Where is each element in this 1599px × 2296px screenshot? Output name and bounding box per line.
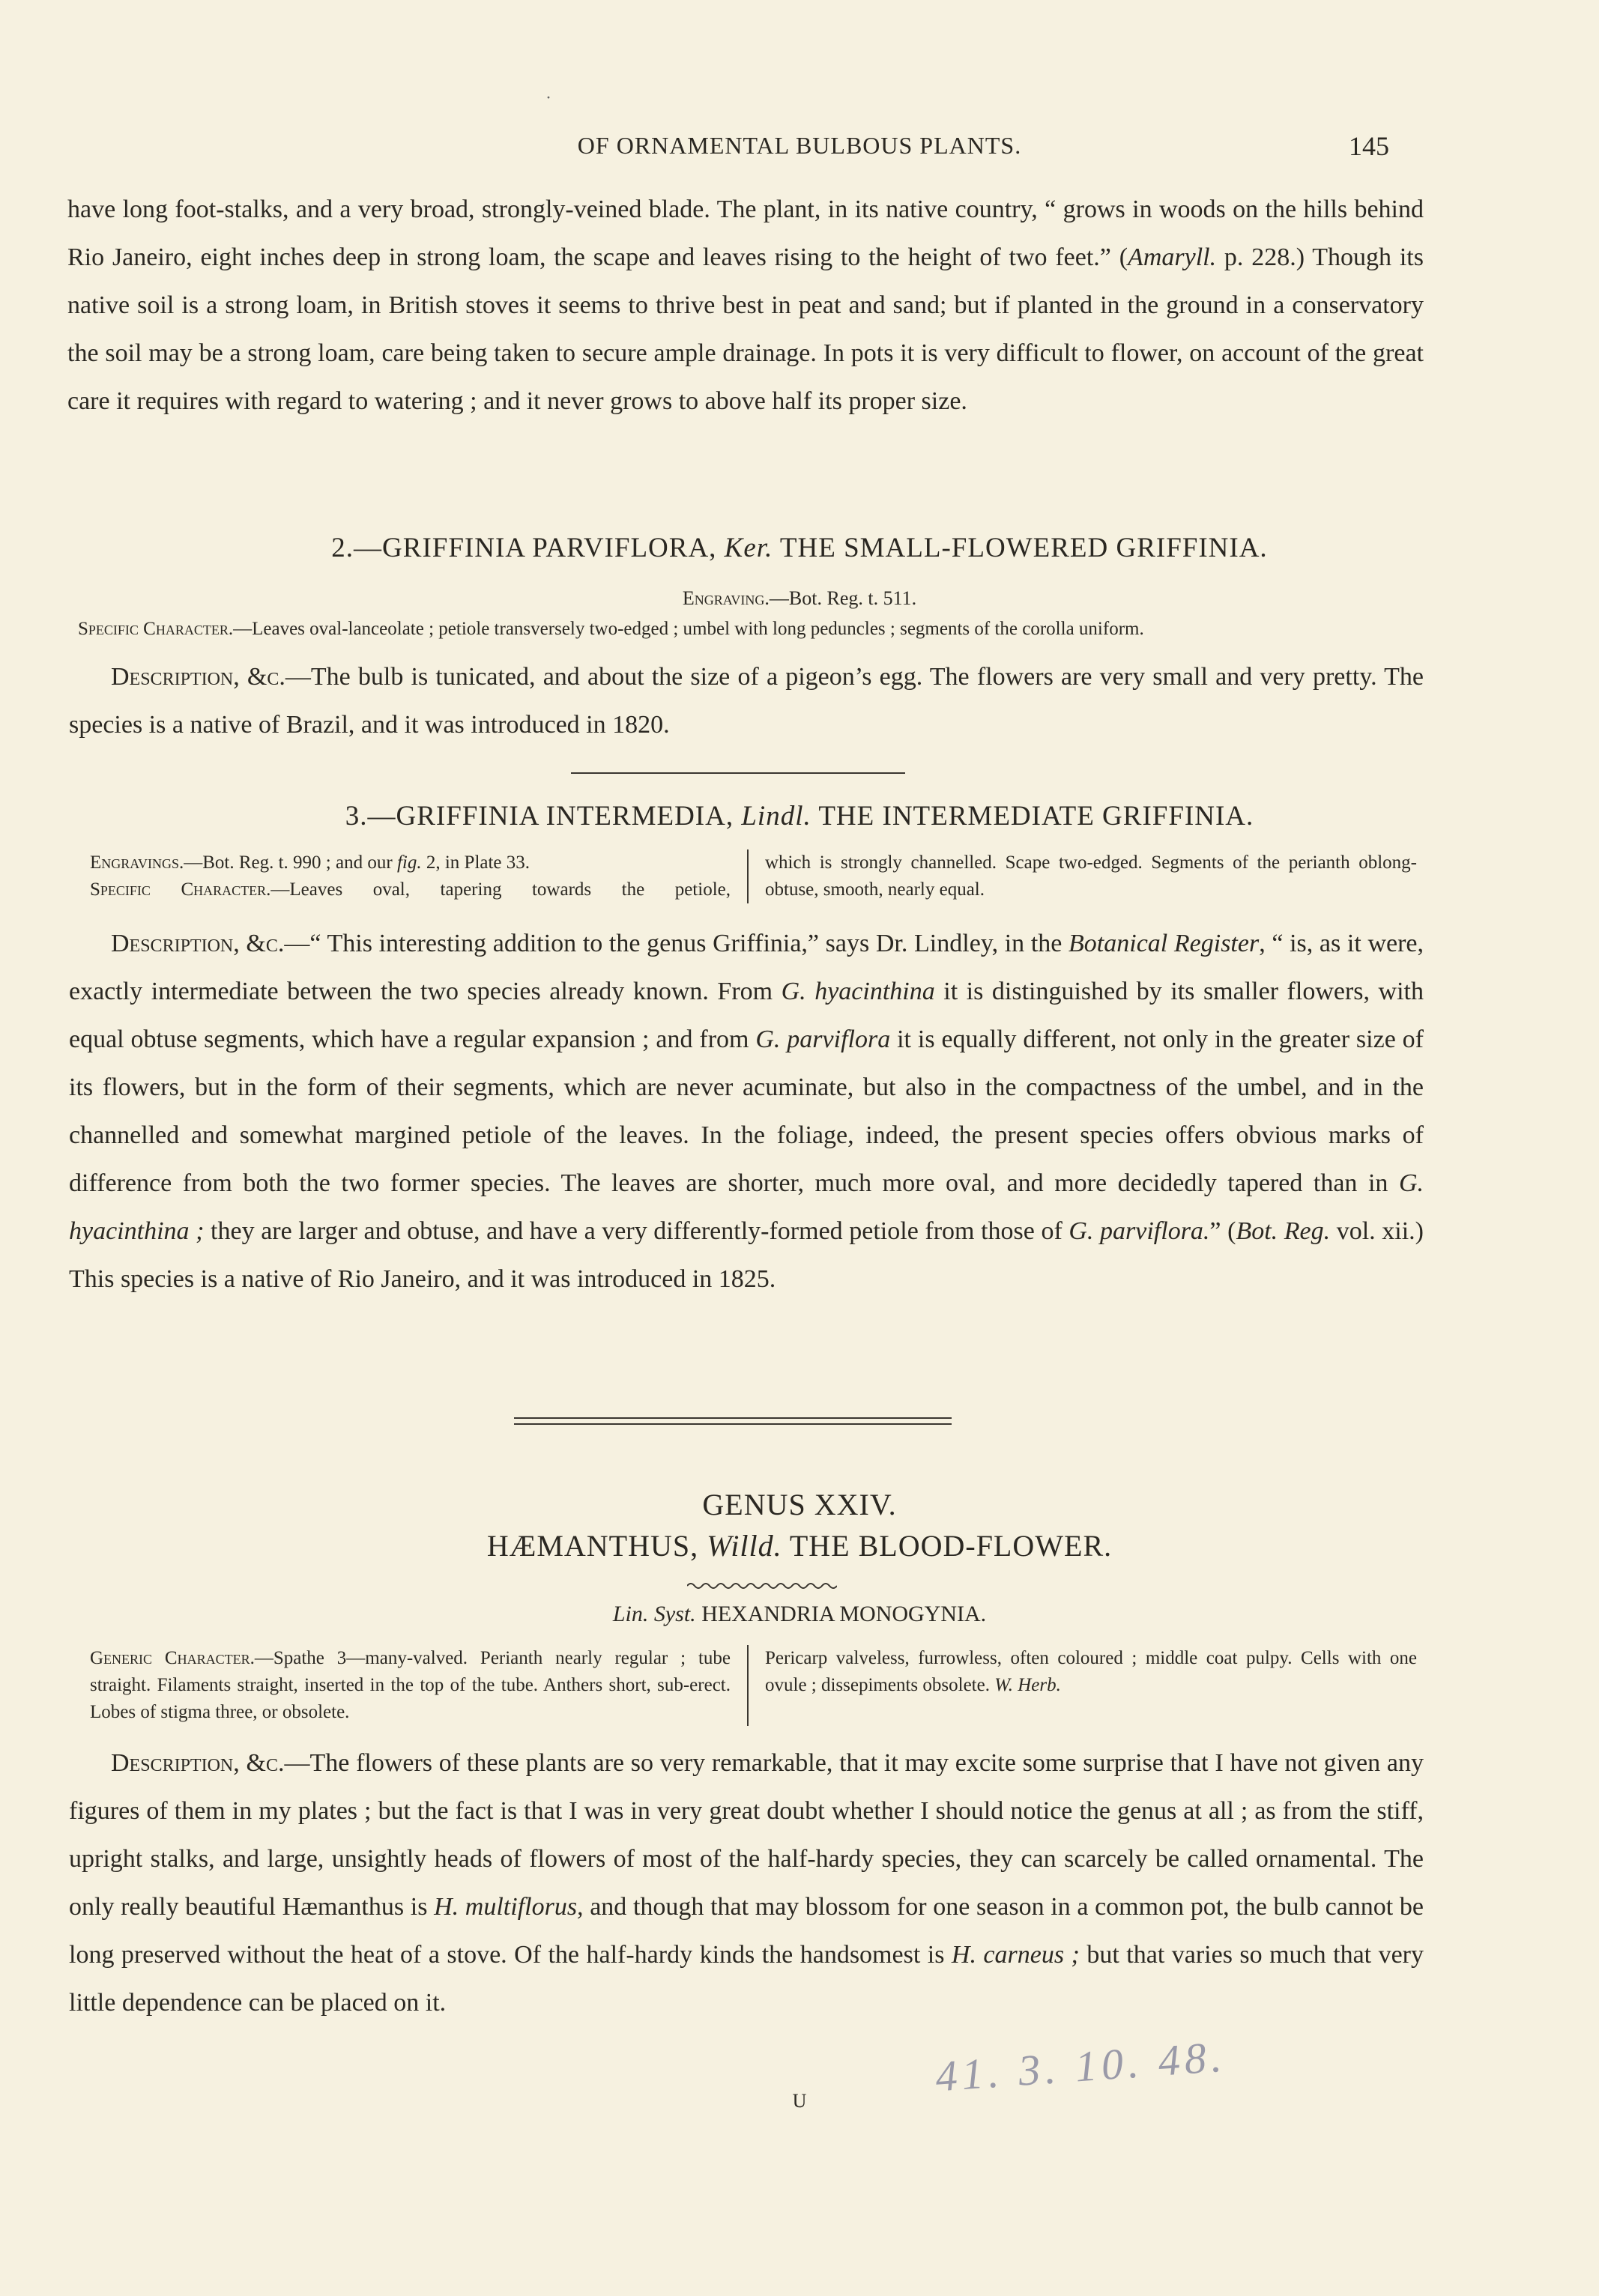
section2-description: Description, &c.—The bulb is tunicated, and about the size of a pigeon’s egg. The flowers are very small and very pretty. The species is a native of Brazil, and it was introduced in 1820. (69, 663, 1424, 739)
section2-engraving: Engraving.—Bot. Reg. t. 511. (682, 587, 917, 609)
handwritten-annotation: 41. 3. 10. 48. (934, 2032, 1228, 2101)
intro-paragraph: have long foot-stalks, and a very broad, strongly-veined blade. The plant, in its native country, “ grows in woods on the hills behind Rio Janeiro, eight inches deep in strong loam, the scape and leaves rising to the height of two feet.” (Amaryll. p. 228.) Though its native soil is a strong loam, in British stoves it seems to thrive best in peat and sand; but if planted in the ground in a conservatory the soil may be a strong loam, care being taken to secure ample drainage. In pots it is very difficult to flower, on account of the great care it requires with regard to watering ; and it never grows to above half its proper size. (67, 196, 1424, 415)
generic-character (90, 1645, 1424, 1726)
ornamental-wavy-rule (687, 1581, 837, 1591)
page-number: 145 (1349, 131, 1389, 161)
running-title: OF ORNAMENTAL BULBOUS PLANTS. (577, 132, 1022, 159)
section3-characters-right: which is strongly channelled. Scape two-edged. Segments of the perianth oblong-obtuse, smooth, nearly equal. (765, 852, 1417, 900)
section3-description: Description, &c.—“ This interesting addition to the genus Griffinia,” says Dr. Lindley, in the Botanical Register, “ is, as it were, exactly intermediate between the two species already known. From G. hyacinthina it is distinguished by its smaller flowers, with equal obtuse segments, which have a regular expansion ; and from G. parviflora it is equally different, not only in the greater size of its flowers, but in the form of their segments, which are never acuminate, but also in the compactness of the umbel, and in the channelled and somewhat margined petiole of the leaves. In the foliage, indeed, the present species offers obvious marks of difference from both the two former species. The leaves are shorter, much more oval, and more decidedly tapered than in G. hyacinthina ; they are larger and obtuse, and have a very differently-formed petiole from those of G. parviflora.” (Bot. Reg. vol. xii.) This species is a native of Rio Janeiro, and it was introduced in 1825. (69, 930, 1424, 1293)
section2-specific-character: Specific Character.—Leaves oval-lanceolate ; petiole transversely two-edged ; umbel with long peduncles ; segments of the corolla uniform. (78, 619, 1144, 639)
generic-character-left: Generic Character.—Spathe 3—many-valved. Perianth nearly regular ; tube straight. Filaments straight, inserted in the top of the tube. Anthers short, sub-erect. Lobes of stigma three, or obsolete. (90, 1645, 749, 1726)
linnean-system: Lin. Syst. HEXANDRIA MONOGYNIA. (612, 1602, 987, 1626)
section3-characters-left (90, 849, 749, 903)
section-divider (571, 772, 905, 774)
generic-character-right: Pericarp valveless, furrowless, often coloured ; middle coat pulpy. Cells with one ovule ; dissepiments obsolete. W. Herb. (765, 1648, 1417, 1695)
section3-specific-character: Specific Character.—Leaves oval, tapering towards the petiole, (90, 879, 731, 900)
genus-number: GENUS XXIV. (702, 1488, 897, 1521)
signature-mark: U (792, 2090, 807, 2112)
section3-engravings: Engravings.—Bot. Reg. t. 990 ; and our fig. 2, in Plate 33. (90, 852, 531, 873)
genus-description: Description, &c.—The flowers of these plants are so very remarkable, that it may excite some surprise that I have not given any figures of them in my plates ; but the fact is that I was in very great doubt whether I should notice the genus at all ; as from the stiff, upright stalks, and large, unsightly heads of flowers of most of the half-hardy species, they can scarcely be called ornamental. The only really beautiful Hæmanthus is H. multiflorus, and though that may blossom for one season in a common pot, the bulb cannot be long preserved without the heat of a stove. Of the half-hardy kinds the handsomest is H. carneus ; but that varies so much that very little dependence can be placed on it. (69, 1749, 1424, 2017)
section3-characters (90, 849, 1424, 903)
genus-heading: HÆMANTHUS, Willd. THE BLOOD-FLOWER. (486, 1529, 1113, 1563)
section3-heading: 3.—GRIFFINIA INTERMEDIA, Lindl. THE INTERMEDIATE GRIFFINIA. (345, 801, 1254, 832)
section-double-rule (514, 1417, 952, 1425)
stray-mark: · (545, 88, 551, 108)
section2-heading: 2.—GRIFFINIA PARVIFLORA, Ker. THE SMALL-FLOWERED GRIFFINIA. (331, 533, 1268, 563)
